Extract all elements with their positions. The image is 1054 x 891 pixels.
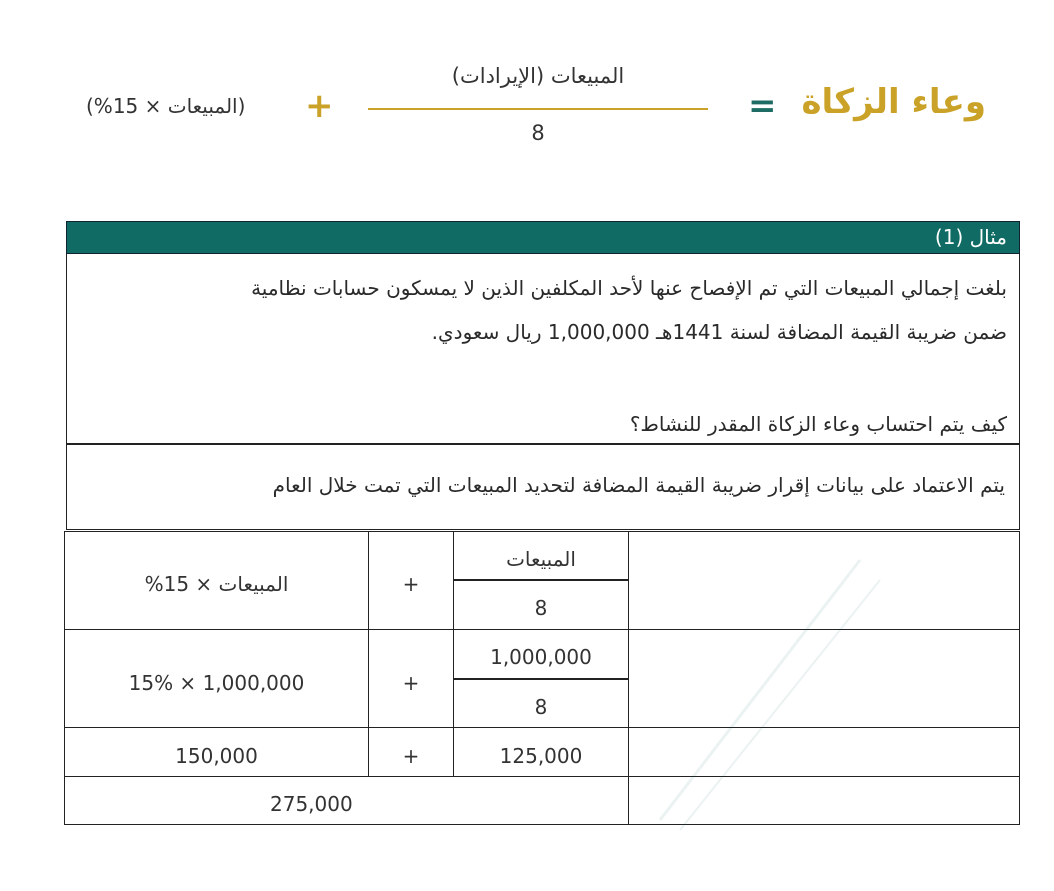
answer-note: يتم الاعتماد على بيانات إقرار ضريبة القيمة المضافة لتحديد المبيعات التي تمت خلال العام — [66, 444, 1020, 530]
example-line-2: ضمن ضريبة القيمة المضافة لسنة 1441هـ 1,000,000 ريال سعودي. — [431, 320, 1007, 344]
row1-plus: + — [402, 572, 420, 596]
row3-value1: 125,000 — [499, 744, 583, 768]
row2-term: 1,000,000 × 15% — [128, 671, 305, 695]
formula-plus-sign: + — [305, 86, 334, 126]
formula-equals-sign: = — [748, 86, 777, 126]
row2-fraction-bar — [453, 678, 629, 680]
row1-fraction-bar — [453, 579, 629, 581]
formula-title: وعاء الزكاة — [801, 82, 986, 122]
zakat-formula — [0, 0, 1054, 180]
row3-value2: 150,000 — [175, 744, 258, 768]
row1-denominator: 8 — [534, 596, 548, 620]
row2-plus: + — [402, 671, 420, 695]
row3-label-cell — [628, 727, 1020, 777]
row1-term: المبيعات × 15% — [144, 572, 289, 596]
row1-numerator: المبيعات — [506, 547, 576, 571]
example-header: مثال (1) — [66, 221, 1020, 254]
fraction-bar — [368, 108, 708, 110]
formula-percent-term: (المبيعات × 15%) — [86, 94, 246, 118]
example-body — [66, 254, 1020, 444]
row2-numerator: 1,000,000 — [490, 645, 592, 669]
example-question: كيف يتم احتساب وعاء الزكاة المقدر للنشاط؟ — [629, 412, 1007, 436]
row1-label-cell — [628, 531, 1020, 630]
example-line-1: بلغت إجمالي المبيعات التي تم الإفصاح عنها لأحد المكلفين الذين لا يمسكون حسابات نظامية — [251, 276, 1007, 300]
formula-denominator: 8 — [531, 121, 545, 145]
row3-plus: + — [402, 744, 420, 768]
row4-total: 275,000 — [270, 792, 353, 816]
row2-label-cell — [628, 629, 1020, 728]
row4-label-cell — [628, 776, 1020, 825]
formula-numerator: المبيعات (الإيرادات) — [451, 64, 625, 88]
row2-denominator: 8 — [534, 695, 548, 719]
